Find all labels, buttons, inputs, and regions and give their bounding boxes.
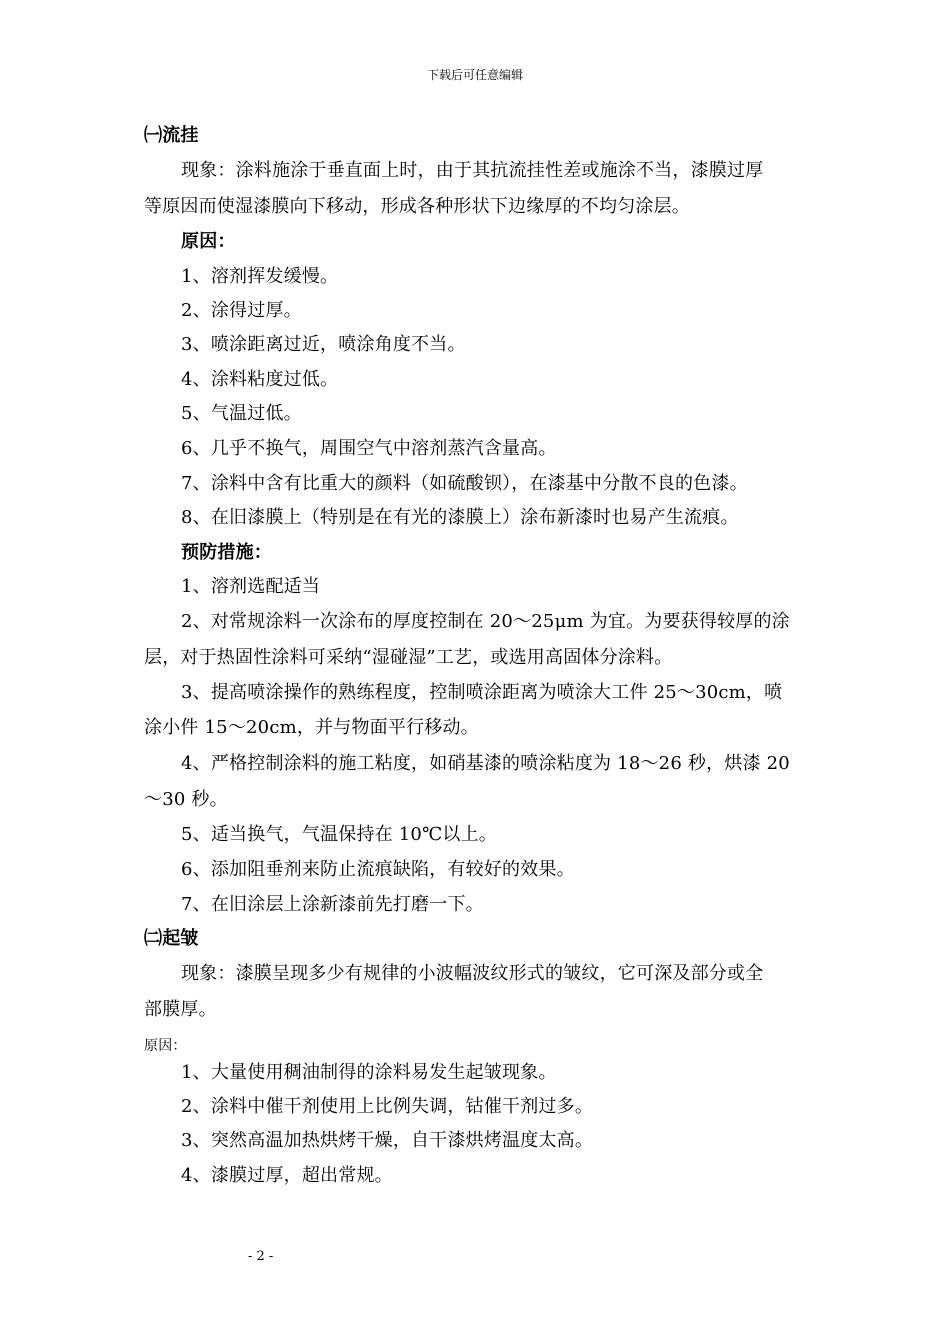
section-2-title: ㈡起皱 (144, 928, 199, 949)
section-2-causes-label: 原因： (144, 1038, 187, 1054)
section-1-phenomenon-line-2: 等原因而使湿漆膜向下移动，形成各种形状下边缘厚的不均匀涂层。 (144, 196, 690, 217)
cause-item: 4、涂料粘度过低。 (181, 369, 339, 390)
cause-item: 4、漆膜过厚，超出常规。 (181, 1165, 393, 1186)
cause-item: 3、突然高温加热烘烤干燥，自干漆烘烤温度太高。 (181, 1130, 594, 1151)
section-2-phenomenon-line-2: 部膜厚。 (144, 999, 217, 1020)
cause-item: 8、在旧漆膜上（特别是在有光的漆膜上）涂布新漆时也易产生流痕。 (181, 507, 739, 528)
prevention-item: 5、适当换气，气温保持在 10℃以上。 (181, 824, 498, 845)
prevention-item: 1、溶剂选配适当 (181, 576, 321, 597)
cause-item: 2、涂料中催干剂使用上比例失调，钴催干剂过多。 (181, 1096, 594, 1117)
cause-item: 2、涂得过厚。 (181, 300, 302, 321)
cause-item: 1、溶剂挥发缓慢。 (181, 266, 339, 287)
cause-item: 7、涂料中含有比重大的颜料（如硫酸钡），在漆基中分散不良的色漆。 (181, 473, 748, 494)
prevention-item-continued: 涂小件 15～20cm，并与物面平行移动。 (144, 717, 479, 738)
page-number: - 2 - (248, 1249, 274, 1264)
prevention-item: 2、对常规涂料一次涂布的厚度控制在 20～25μm 为宜。为要获得较厚的涂 (181, 611, 790, 632)
section-1-prevention-label: 预防措施： (181, 542, 272, 563)
section-2-phenomenon-line-1: 现象：漆膜呈现多少有规律的小波幅波纹形式的皱纹，它可深及部分或全 (181, 963, 764, 984)
prevention-item: 4、严格控制涂料的施工粘度，如硝基漆的喷涂粘度为 18～26 秒，烘漆 20 (181, 753, 790, 774)
prevention-item-continued: ～30 秒。 (144, 789, 228, 810)
section-1-title: ㈠流挂 (144, 125, 199, 146)
cause-item: 1、大量使用稠油制得的涂料易发生起皱现象。 (181, 1062, 557, 1083)
cause-item: 5、气温过低。 (181, 403, 302, 424)
page-header: 下载后可任意编辑 (426, 68, 523, 82)
prevention-item-continued: 层，对于热固性涂料可采纳“湿碰湿”工艺，或选用高固体分涂料。 (144, 647, 673, 668)
cause-item: 6、几乎不换气，周围空气中溶剂蒸汽含量高。 (181, 438, 557, 459)
section-1-phenomenon-line-1: 现象：涂料施涂于垂直面上时，由于其抗流挂性差或施涂不当，漆膜过厚 (181, 160, 764, 181)
prevention-item: 7、在旧涂层上涂新漆前先打磨一下。 (181, 894, 484, 915)
cause-item: 3、喷涂距离过近，喷涂角度不当。 (181, 334, 466, 355)
section-1-causes-label: 原因： (181, 231, 236, 252)
prevention-item: 3、提高喷涂操作的熟练程度，控制喷涂距离为喷涂大工件 25～30cm，喷 (181, 682, 783, 703)
prevention-item: 6、添加阻垂剂来防止流痕缺陷，有较好的效果。 (181, 859, 575, 880)
